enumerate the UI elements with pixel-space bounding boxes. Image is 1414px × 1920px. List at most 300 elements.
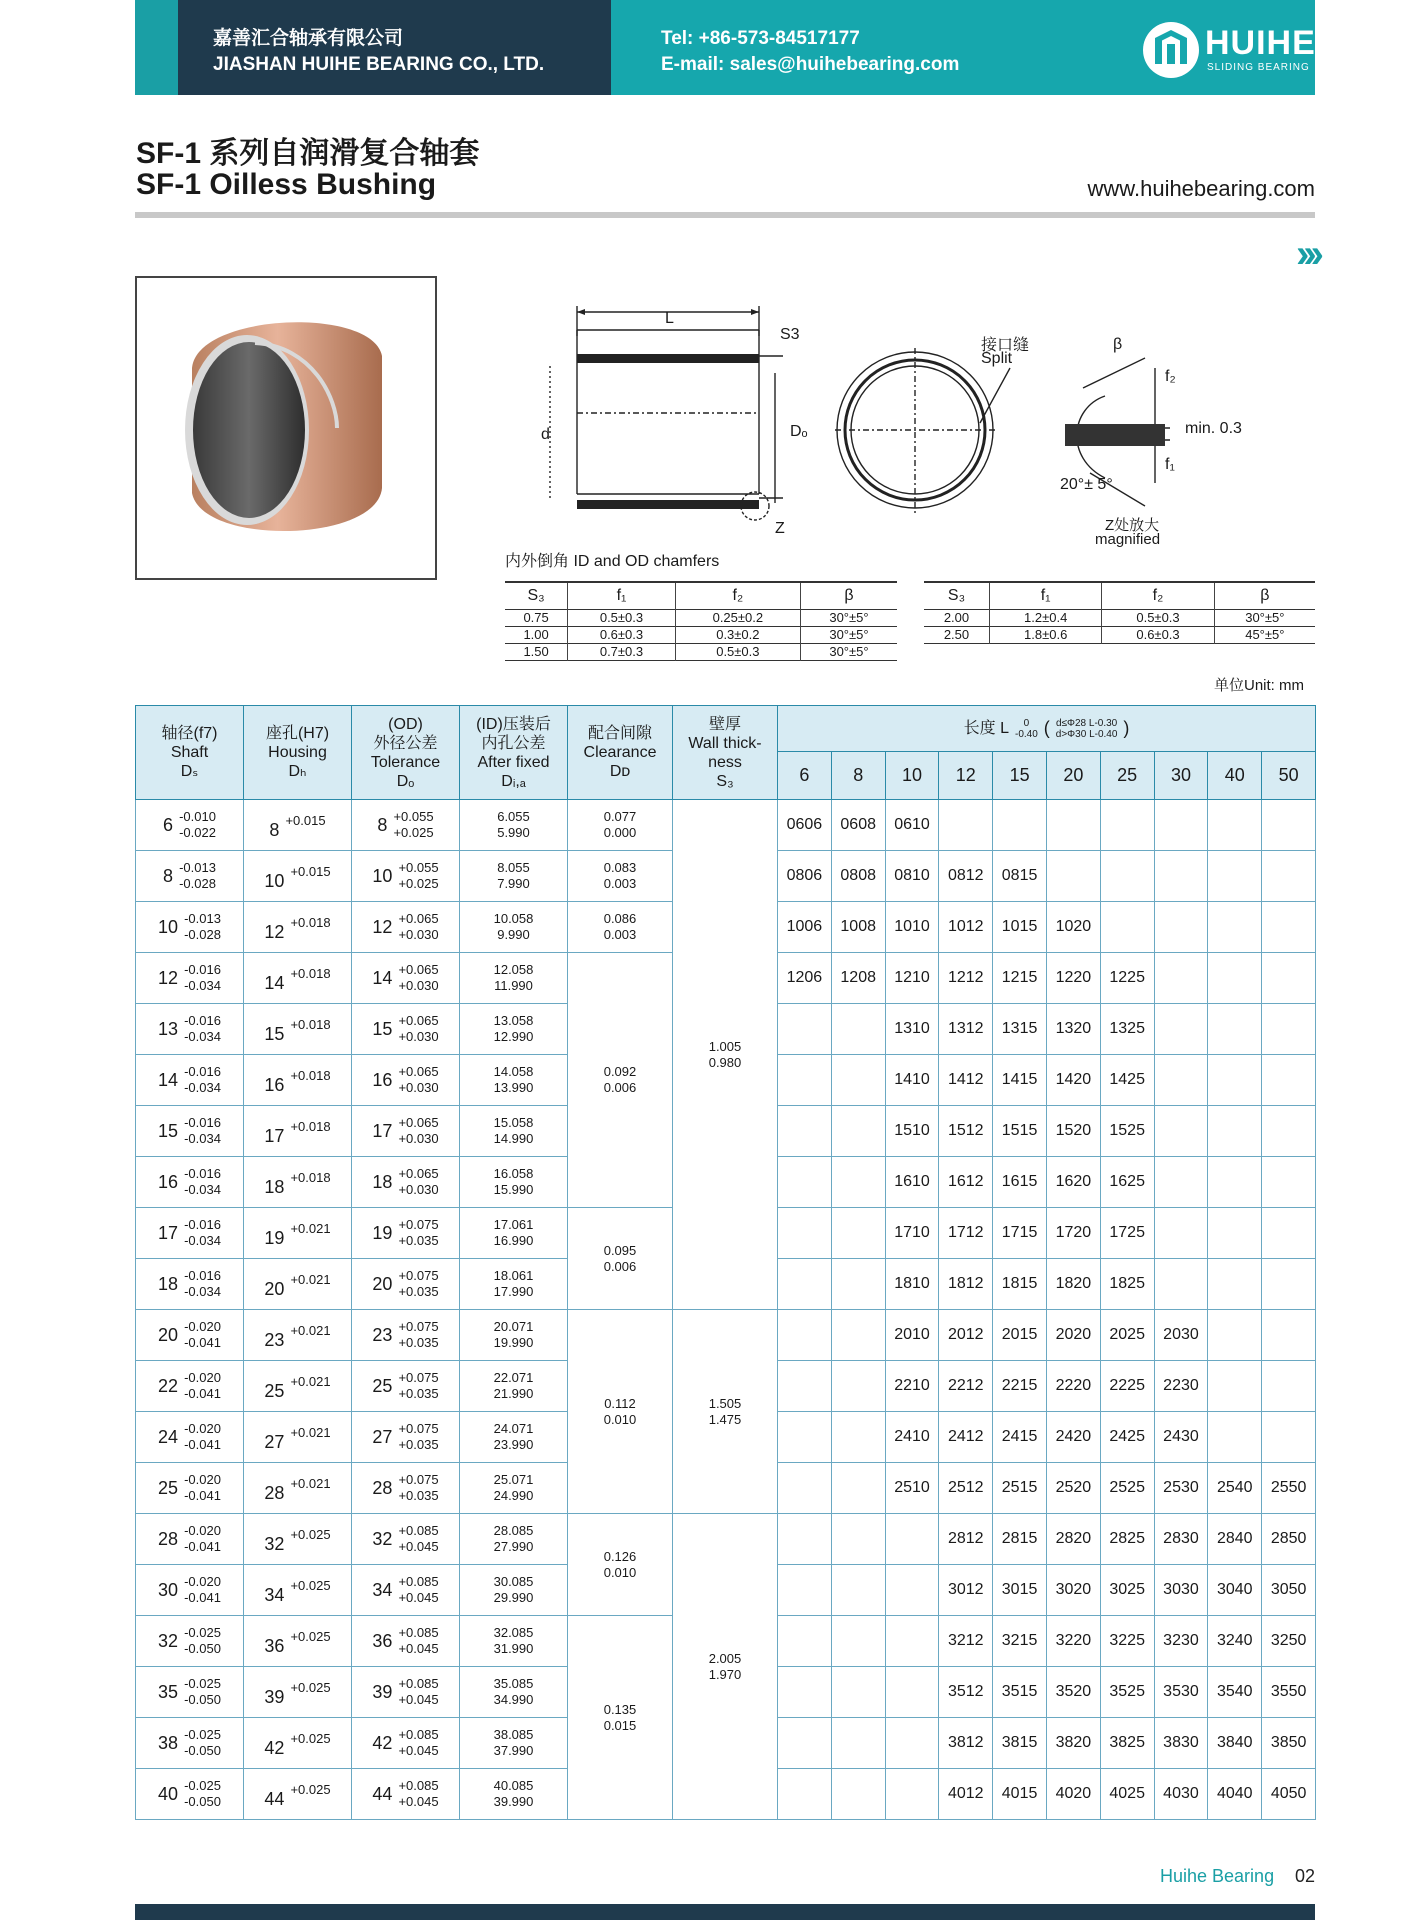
header-line: Dₒ (396, 772, 415, 790)
id-lower: 31.990 (493, 1641, 534, 1656)
chamfer-cell: 1.00 (523, 627, 549, 642)
shaft-diameter: 35 (158, 1681, 179, 1702)
page-title-cn: SF-1 系列自润滑复合轴套 (136, 137, 480, 170)
length-header-cell: 50 (1262, 752, 1316, 800)
housing-cell (244, 1157, 352, 1208)
od-cell (352, 1769, 460, 1820)
od-cell (352, 851, 460, 902)
shaft-tol-lower: -0.028 (184, 927, 221, 942)
chamfer-caption: 内外倒角 ID and OD chamfers (505, 553, 720, 570)
unit-label: 单位Unit: mm (1214, 677, 1305, 694)
id-lower: 16.990 (493, 1233, 534, 1248)
shaft-cell (136, 1463, 244, 1514)
shaft-cell (136, 1361, 244, 1412)
header-line: Dₕ (288, 763, 307, 780)
od-diameter: 20 (372, 1273, 393, 1294)
id-lower: 19.990 (493, 1335, 534, 1350)
part-code-cell: 1815 (993, 1259, 1047, 1310)
shaft-tol-lower: -0.041 (184, 1437, 221, 1452)
part-code-cell: 1312 (939, 1004, 993, 1055)
part-code-cell (1208, 1004, 1262, 1055)
id-lower: 14.990 (493, 1131, 534, 1146)
part-code-cell: 2410 (885, 1412, 939, 1463)
shaft-tol-upper: -0.016 (184, 1268, 221, 1283)
part-code-cell (778, 1412, 832, 1463)
housing-tol: +0.015 (285, 813, 326, 828)
part-code-cell (1208, 1259, 1262, 1310)
part-code-cell: 1206 (778, 953, 832, 1004)
part-code-cell (1154, 902, 1208, 953)
chamfer-cell: 0.5±0.3 (1102, 610, 1214, 627)
id-cell (460, 902, 568, 953)
wall-upper: 1.505 (708, 1395, 742, 1411)
chamfer-cell: 1.2±0.4 (989, 610, 1101, 627)
housing-cell (244, 1259, 352, 1310)
part-code-cell (831, 1157, 885, 1208)
od-tol-lower: +0.030 (398, 1080, 439, 1095)
housing-cell (244, 1565, 352, 1616)
header-line: 轴径(f7) (161, 725, 218, 742)
part-code-cell: 3520 (1046, 1667, 1100, 1718)
table-row (924, 627, 1315, 644)
od-tol-lower: +0.035 (398, 1488, 439, 1503)
od-diameter: 15 (372, 1018, 393, 1039)
wall-thickness-cell (673, 1310, 778, 1514)
header-od-tolerance (352, 706, 460, 800)
header-accent (135, 0, 178, 95)
housing-tol: +0.021 (290, 1272, 331, 1287)
housing-tol: +0.021 (290, 1374, 331, 1389)
part-code-cell: 2540 (1208, 1463, 1262, 1514)
shaft-diameter: 13 (158, 1018, 179, 1039)
housing-cell (244, 1412, 352, 1463)
od-diameter: 18 (372, 1171, 393, 1192)
od-tol-upper: +0.075 (398, 1421, 439, 1436)
od-tol-lower: +0.025 (398, 876, 439, 891)
clearance-lower: 0.003 (603, 876, 637, 891)
part-code-cell (1262, 851, 1316, 902)
part-code-cell (1154, 1055, 1208, 1106)
part-code-cell (1100, 851, 1154, 902)
part-code-cell (831, 1718, 885, 1769)
shaft-tol-upper: -0.020 (184, 1574, 221, 1589)
shaft-diameter: 18 (158, 1273, 179, 1294)
part-code-cell: 4015 (993, 1769, 1047, 1820)
clearance-lower: 0.006 (603, 1258, 637, 1274)
housing-tol: +0.018 (290, 1119, 331, 1134)
chamfer-header: S₃ (947, 587, 966, 604)
shaft-tol-lower: -0.041 (184, 1335, 221, 1350)
dimension-table (135, 705, 1316, 1820)
part-code-cell: 2430 (1154, 1412, 1208, 1463)
housing-cell (244, 953, 352, 1004)
od-cell (352, 1514, 460, 1565)
od-tol-lower: +0.025 (393, 825, 434, 840)
page-number: 02 (1295, 1866, 1316, 1886)
od-diameter: 12 (372, 916, 393, 937)
header-line: Wall thick- (688, 734, 762, 752)
od-tol-lower: +0.035 (398, 1437, 439, 1452)
part-code-cell (778, 1157, 832, 1208)
housing-tol: +0.025 (290, 1680, 331, 1695)
id-upper: 24.071 (493, 1421, 534, 1436)
part-code-cell: 4012 (939, 1769, 993, 1820)
od-tol-lower: +0.045 (398, 1539, 439, 1554)
part-code-cell: 1412 (939, 1055, 993, 1106)
housing-diameter: 14 (264, 972, 285, 993)
website-link[interactable]: www.huihebearing.com (1087, 176, 1315, 201)
shaft-cell (136, 1514, 244, 1565)
part-code-cell: 4025 (1100, 1769, 1154, 1820)
od-diameter: 17 (372, 1120, 393, 1141)
housing-tol: +0.018 (290, 1068, 331, 1083)
od-cell (352, 1412, 460, 1463)
shaft-tol-lower: -0.022 (179, 825, 216, 840)
od-cell (352, 1055, 460, 1106)
part-code-cell: 2850 (1262, 1514, 1316, 1565)
shaft-diameter: 14 (158, 1069, 179, 1090)
housing-diameter: 12 (264, 921, 285, 942)
label-angle: 20°± 5° (1060, 476, 1113, 493)
od-tol-lower: +0.035 (398, 1233, 439, 1248)
shaft-tol-lower: -0.034 (184, 1284, 221, 1299)
company-name-cn: 嘉善汇合轴承有限公司 (213, 28, 404, 49)
part-code-cell: 2530 (1154, 1463, 1208, 1514)
part-code-cell (1262, 1208, 1316, 1259)
clearance-cell (568, 800, 673, 851)
od-tol-upper: +0.085 (398, 1574, 439, 1589)
length-header-cell: 6 (778, 752, 832, 800)
od-cell (352, 1667, 460, 1718)
shaft-tol-lower: -0.034 (184, 1182, 221, 1197)
header-line: (OD) (388, 715, 423, 733)
part-code-cell (778, 1565, 832, 1616)
od-cell (352, 1718, 460, 1769)
shaft-tol-lower: -0.050 (184, 1641, 221, 1656)
housing-diameter: 23 (264, 1329, 285, 1350)
od-cell (352, 1208, 460, 1259)
part-code-cell: 1825 (1100, 1259, 1154, 1310)
part-code-cell (1208, 1208, 1262, 1259)
part-code-cell (885, 1769, 939, 1820)
label-do: Dₒ (790, 423, 808, 440)
part-code-cell (1208, 1106, 1262, 1157)
part-code-cell: 2025 (1100, 1310, 1154, 1361)
part-code-cell: 0815 (993, 851, 1047, 902)
od-tol-upper: +0.065 (398, 1013, 439, 1028)
part-code-cell (831, 1616, 885, 1667)
clearance-upper: 0.135 (603, 1701, 637, 1717)
chamfer-header: f₂ (675, 582, 800, 610)
part-code-cell (1208, 1055, 1262, 1106)
chamfer-table-1 (505, 581, 897, 661)
header-wall-thickness (673, 706, 778, 800)
chamfer-cell: 0.7±0.3 (568, 644, 676, 661)
part-code-cell: 4050 (1262, 1769, 1316, 1820)
shaft-diameter: 22 (158, 1375, 179, 1396)
part-code-cell (778, 1514, 832, 1565)
label-split-en: Split (981, 350, 1013, 367)
id-cell (460, 1412, 568, 1463)
part-code-cell (831, 1208, 885, 1259)
id-upper: 6.055 (497, 809, 530, 824)
clearance-lower: 0.006 (603, 1080, 637, 1095)
chamfer-cell: 0.25±0.2 (675, 610, 800, 627)
od-tol-lower: +0.035 (398, 1335, 439, 1350)
table-row (136, 800, 1316, 851)
shaft-tol-lower: -0.034 (184, 1029, 221, 1044)
id-lower: 9.990 (497, 927, 530, 942)
shaft-tol-upper: -0.025 (184, 1727, 221, 1742)
shaft-cell (136, 1616, 244, 1667)
company-block (135, 0, 611, 95)
housing-tol: +0.021 (290, 1425, 331, 1440)
length-header-cell: 8 (831, 752, 885, 800)
length-header-cell: 25 (1100, 752, 1154, 800)
shaft-tol-lower: -0.041 (184, 1386, 221, 1401)
od-cell (352, 1310, 460, 1361)
shaft-tol-lower: -0.034 (184, 1233, 221, 1248)
part-code-cell (1100, 902, 1154, 953)
od-cell (352, 953, 460, 1004)
part-code-cell (885, 1514, 939, 1565)
part-code-cell: 2515 (993, 1463, 1047, 1514)
part-code-cell (778, 1616, 832, 1667)
wall-thickness-cell (673, 800, 778, 1310)
chamfer-cell: 45°±5° (1214, 627, 1315, 644)
id-cell (460, 1004, 568, 1055)
housing-cell (244, 902, 352, 953)
housing-cell (244, 1361, 352, 1412)
od-cell (352, 1157, 460, 1208)
housing-cell (244, 1718, 352, 1769)
od-diameter: 25 (372, 1375, 393, 1396)
part-code-cell: 1310 (885, 1004, 939, 1055)
chamfer-cell: 30°±5° (800, 644, 897, 661)
part-code-cell: 1320 (1046, 1004, 1100, 1055)
length-header-cell: 20 (1046, 752, 1100, 800)
footer-bar (135, 1904, 1315, 1920)
shaft-tol-upper: -0.020 (184, 1523, 221, 1538)
part-code-cell: 2412 (939, 1412, 993, 1463)
chamfer-cell: 30°±5° (800, 610, 897, 627)
clearance-cell (568, 1514, 673, 1616)
housing-tol: +0.021 (290, 1221, 331, 1236)
table-row (505, 644, 897, 661)
od-diameter: 19 (372, 1222, 393, 1243)
shaft-tol-upper: -0.020 (184, 1370, 221, 1385)
part-code-cell: 2230 (1154, 1361, 1208, 1412)
id-cell (460, 1055, 568, 1106)
part-code-cell: 3820 (1046, 1718, 1100, 1769)
clearance-cell (568, 902, 673, 953)
header-line: 内孔公差 (481, 734, 546, 752)
part-code-cell: 1225 (1100, 953, 1154, 1004)
part-code-cell: 4040 (1208, 1769, 1262, 1820)
od-tol-upper: +0.075 (398, 1268, 439, 1283)
part-code-cell (831, 1412, 885, 1463)
id-cell (460, 1514, 568, 1565)
od-tol-lower: +0.030 (398, 927, 439, 942)
shaft-tol-upper: -0.013 (179, 860, 216, 875)
part-code-cell: 3830 (1154, 1718, 1208, 1769)
part-code-cell (1262, 1055, 1316, 1106)
part-code-cell: 3012 (939, 1565, 993, 1616)
length-note-2: d>Φ30 L-0.40 (1055, 728, 1118, 740)
od-tol-lower: +0.035 (398, 1284, 439, 1299)
od-diameter: 10 (372, 865, 393, 886)
brand-logo (1101, 0, 1315, 95)
part-code-cell: 1812 (939, 1259, 993, 1310)
shaft-diameter: 8 (163, 865, 174, 886)
part-code-cell (831, 1565, 885, 1616)
header-id-tolerance (460, 706, 568, 800)
shaft-tol-upper: -0.016 (184, 962, 221, 977)
label-min: min. 0.3 (1185, 420, 1242, 437)
od-diameter: 36 (372, 1630, 393, 1651)
od-cell (352, 1616, 460, 1667)
housing-tol: +0.018 (290, 1017, 331, 1032)
housing-diameter: 28 (264, 1482, 285, 1503)
clearance-upper: 0.077 (603, 809, 637, 824)
od-diameter: 23 (372, 1324, 393, 1345)
od-diameter: 42 (372, 1732, 393, 1753)
od-tol-upper: +0.055 (393, 809, 434, 824)
shaft-tol-upper: -0.016 (184, 1166, 221, 1181)
housing-tol: +0.025 (290, 1629, 331, 1644)
part-code-cell (778, 1667, 832, 1718)
part-code-cell: 0810 (885, 851, 939, 902)
label-f2: f₂ (1165, 368, 1176, 385)
shaft-cell (136, 1667, 244, 1718)
id-lower: 23.990 (493, 1437, 534, 1452)
id-lower: 11.990 (494, 978, 533, 993)
part-code-cell (778, 1055, 832, 1106)
id-upper: 8.055 (497, 860, 530, 875)
shaft-tol-upper: -0.025 (184, 1625, 221, 1640)
header-line: Dₛ (180, 763, 199, 780)
part-code-cell (831, 1463, 885, 1514)
part-code-cell (1046, 851, 1100, 902)
wall-thickness-cell (673, 1514, 778, 1820)
clearance-lower: 0.015 (603, 1717, 637, 1733)
shaft-cell (136, 1259, 244, 1310)
clearance-lower: 0.000 (603, 825, 637, 840)
id-cell (460, 1718, 568, 1769)
od-tol-upper: +0.085 (398, 1676, 439, 1691)
part-code-cell (831, 1106, 885, 1157)
part-code-cell: 2420 (1046, 1412, 1100, 1463)
clearance-upper: 0.086 (603, 911, 637, 926)
clearance-upper: 0.112 (604, 1395, 636, 1411)
od-diameter: 44 (372, 1783, 393, 1804)
od-cell (352, 1004, 460, 1055)
id-lower: 12.990 (493, 1029, 534, 1044)
shaft-diameter: 15 (158, 1120, 179, 1141)
part-code-cell: 1725 (1100, 1208, 1154, 1259)
shaft-diameter: 40 (158, 1783, 179, 1804)
part-code-cell: 3015 (993, 1565, 1047, 1616)
part-code-cell (1154, 851, 1208, 902)
chamfer-header: S₃ (527, 587, 545, 604)
part-code-cell (1208, 800, 1262, 851)
chamfer-cell: 0.5±0.3 (568, 610, 676, 627)
part-code-cell (1262, 953, 1316, 1004)
part-code-cell (1262, 1412, 1316, 1463)
shaft-cell (136, 851, 244, 902)
part-code-cell: 1010 (885, 902, 939, 953)
part-code-cell: 3250 (1262, 1616, 1316, 1667)
id-upper: 20.071 (493, 1319, 534, 1334)
shaft-tol-upper: -0.020 (184, 1319, 221, 1334)
part-code-cell: 1215 (993, 953, 1047, 1004)
housing-diameter: 19 (264, 1227, 285, 1248)
header-line: Dᵢ,ₐ (501, 772, 526, 790)
part-code-cell: 1020 (1046, 902, 1100, 953)
id-cell (460, 1463, 568, 1514)
part-code-cell (778, 1106, 832, 1157)
header-line: 外径公差 (373, 734, 438, 752)
part-code-cell: 2525 (1100, 1463, 1154, 1514)
od-diameter: 16 (372, 1069, 393, 1090)
part-code-cell: 0608 (831, 800, 885, 851)
part-code-cell (831, 1769, 885, 1820)
housing-tol: +0.021 (290, 1323, 331, 1338)
part-code-cell (1154, 1208, 1208, 1259)
od-diameter: 39 (372, 1681, 393, 1702)
shaft-tol-upper: -0.010 (179, 809, 216, 824)
part-code-cell: 2510 (885, 1463, 939, 1514)
id-upper: 22.071 (493, 1370, 534, 1385)
shaft-diameter: 12 (158, 967, 179, 988)
od-tol-upper: +0.085 (398, 1625, 439, 1640)
part-code-cell: 1810 (885, 1259, 939, 1310)
od-tol-upper: +0.075 (398, 1370, 439, 1385)
logo-word: HUIHE (1205, 24, 1316, 62)
length-header-cell: 12 (939, 752, 993, 800)
od-diameter: 32 (372, 1528, 393, 1549)
id-upper: 30.085 (493, 1574, 534, 1589)
id-upper: 12.058 (493, 962, 534, 977)
header-line: S₃ (716, 772, 734, 790)
part-code-cell: 2415 (993, 1412, 1047, 1463)
contact-email[interactable]: E-mail: sales@huihebearing.com (661, 54, 960, 75)
header-length-label: 长度 L (963, 720, 1009, 737)
od-diameter: 8 (377, 814, 388, 835)
od-tol-lower: +0.030 (398, 1131, 439, 1146)
id-cell (460, 1310, 568, 1361)
part-code-cell: 2840 (1208, 1514, 1262, 1565)
chamfer-table-2 (924, 581, 1315, 644)
label-beta: β (1113, 336, 1123, 353)
part-code-cell: 2020 (1046, 1310, 1100, 1361)
id-cell (460, 800, 568, 851)
id-upper: 35.085 (493, 1676, 534, 1691)
table-row (505, 610, 897, 627)
id-cell (460, 953, 568, 1004)
part-code-cell: 0812 (939, 851, 993, 902)
id-lower: 13.990 (493, 1080, 534, 1095)
wall-upper: 2.005 (708, 1650, 742, 1666)
shaft-tol-lower: -0.034 (184, 1131, 221, 1146)
od-tol-lower: +0.045 (398, 1692, 439, 1707)
id-cell (460, 1106, 568, 1157)
part-code-cell: 1212 (939, 953, 993, 1004)
od-tol-upper: +0.085 (398, 1778, 439, 1793)
part-code-cell: 1615 (993, 1157, 1047, 1208)
label-z: Z (775, 520, 785, 537)
housing-tol: +0.021 (290, 1476, 331, 1491)
